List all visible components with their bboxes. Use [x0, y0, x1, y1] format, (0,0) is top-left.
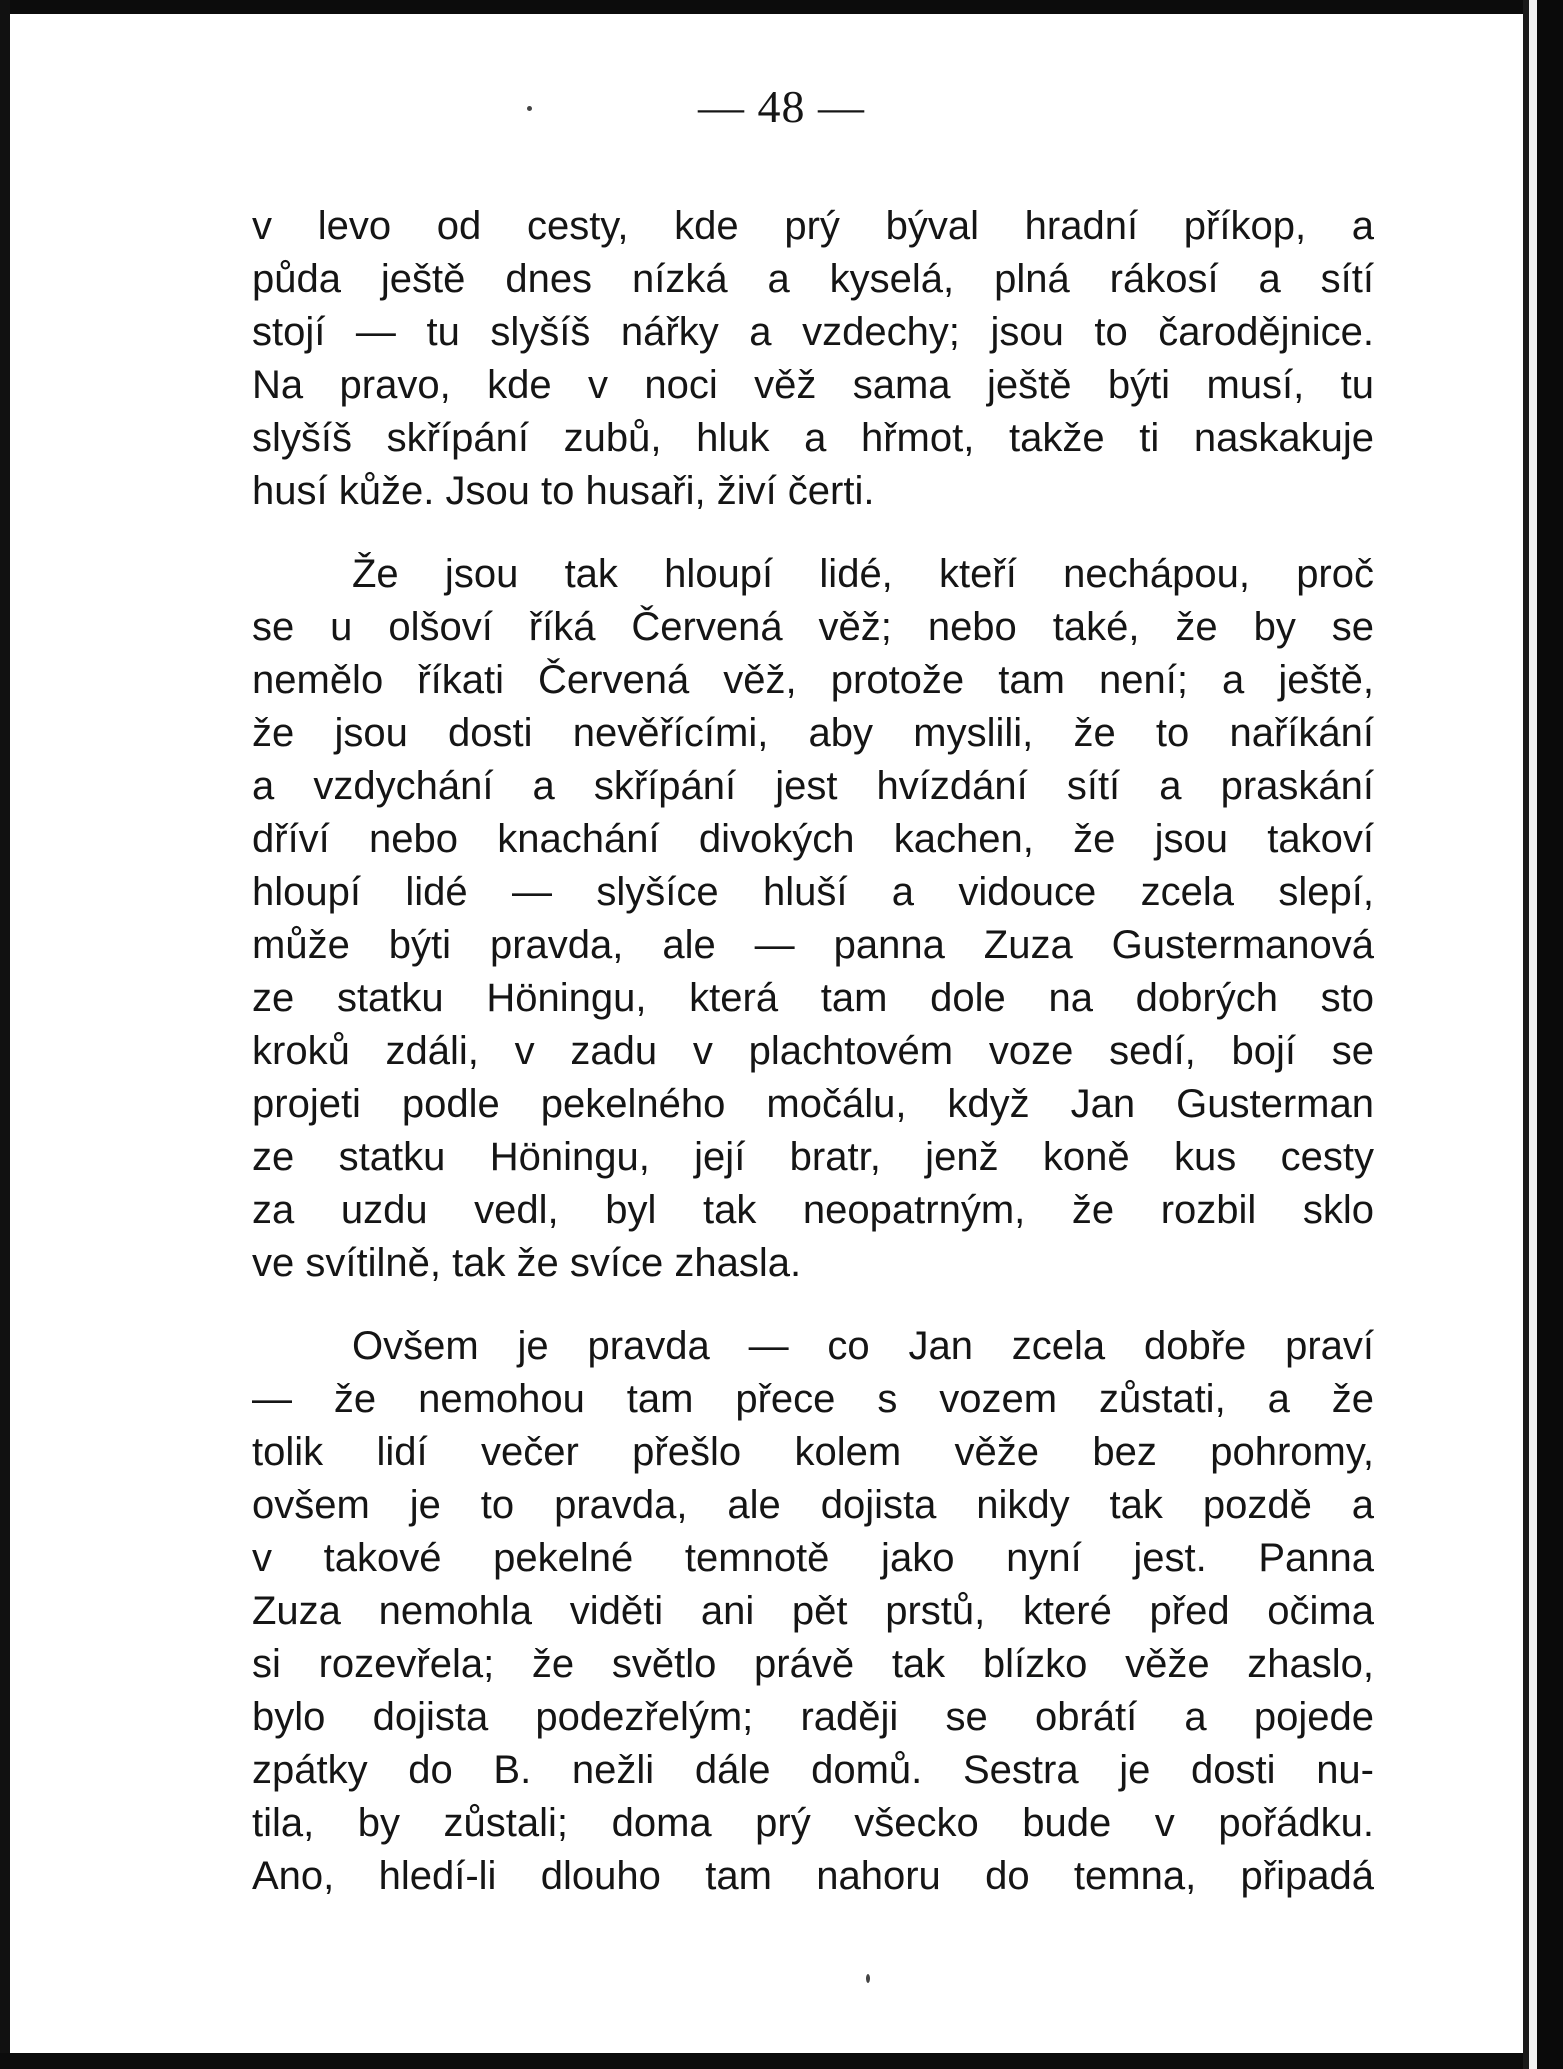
text-line: slyšíš skřípání zubů, hluk a hřmot, takže ti naskakuje: [252, 416, 1374, 460]
text-line: hloupí lidé — slyšíce hluší a vidouce zcela slepí,: [252, 870, 1374, 914]
text-line: projeti podle pekelného močálu, když Jan Gusterman: [252, 1082, 1374, 1126]
scan-border-right-gap: [1529, 0, 1537, 2069]
text-line: za uzdu vedl, byl tak neopatrným, že rozbil sklo: [252, 1188, 1374, 1232]
scan-speck: [866, 1974, 870, 1983]
text-line: tolik lidí večer přešlo kolem věže bez pohromy,: [252, 1430, 1374, 1474]
text-line: se u olšoví říká Červená věž; nebo také, že by se: [252, 605, 1374, 649]
text-line: Na pravo, kde v noci věž sama ještě býti musí, tu: [252, 363, 1374, 407]
scan-border-bottom: [0, 2053, 1563, 2069]
text-line: může býti pravda, ale — panna Zuza Gustermanová: [252, 923, 1374, 967]
text-line: zpátky do B. nežli dále domů. Sestra je dosti nu-: [252, 1748, 1374, 1792]
text-line: dříví nebo knachání divokých kachen, že jsou takoví: [252, 817, 1374, 861]
text-line: Ovšem je pravda — co Jan zcela dobře praví: [352, 1324, 1374, 1368]
paragraph: [252, 200, 1374, 518]
text-line: půda ještě dnes nízká a kyselá, plná rákosí a sítí: [252, 257, 1374, 301]
text-line: stojí — tu slyšíš nářky a vzdechy; jsou to čarodějnice.: [252, 310, 1374, 354]
text-line: a vzdychání a skřípání jest hvízdání sítí a praskání: [252, 764, 1374, 808]
text-line: Že jsou tak hloupí lidé, kteří nechápou, proč: [352, 552, 1374, 596]
text-line: ovšem je to pravda, ale dojista nikdy tak pozdě a: [252, 1483, 1374, 1527]
text-line: — že nemohou tam přece s vozem zůstati, a že: [252, 1377, 1374, 1421]
text-line: že jsou dosti nevěřícími, aby myslili, že to naříkání: [252, 711, 1374, 755]
text-line: nemělo říkati Červená věž, protože tam není; a ještě,: [252, 658, 1374, 702]
text-line: v levo od cesty, kde prý býval hradní příkop, a: [252, 204, 1374, 248]
text-line: ze statku Höningu, která tam dole na dobrých sto: [252, 976, 1374, 1020]
scan-border-top: [0, 0, 1563, 14]
paragraph: [252, 1320, 1374, 1903]
text-line: bylo dojista podezřelým; raději se obrátí a pojede: [252, 1695, 1374, 1739]
page-number: — 48 —: [698, 81, 865, 132]
text-line: kroků zdáli, v zadu v plachtovém voze sedí, bojí se: [252, 1029, 1374, 1073]
text-line: Zuza nemohla viděti ani pět prstů, které před očima: [252, 1589, 1374, 1633]
scan-border-left: [0, 0, 10, 2069]
text-line: tila, by zůstali; doma prý všecko bude v pořádku.: [252, 1801, 1374, 1845]
body-text: [252, 200, 1374, 1903]
text-line: husí kůže. Jsou to husaři, živí čerti.: [252, 469, 875, 513]
text-line: ze statku Höningu, její bratr, jenž koně kus cesty: [252, 1135, 1374, 1179]
text-line: si rozevřela; že světlo právě tak blízko věže zhaslo,: [252, 1642, 1374, 1686]
text-line: v takové pekelné temnotě jako nyní jest. Panna: [252, 1536, 1374, 1580]
text-line: Ano, hledí-li dlouho tam nahoru do temna, připadá: [252, 1854, 1374, 1898]
scan-border-right-line: [1523, 0, 1529, 2069]
text-line: ve svítilně, tak že svíce zhasla.: [252, 1241, 802, 1285]
scan-border-right: [1537, 0, 1563, 2069]
paragraph: [252, 548, 1374, 1290]
